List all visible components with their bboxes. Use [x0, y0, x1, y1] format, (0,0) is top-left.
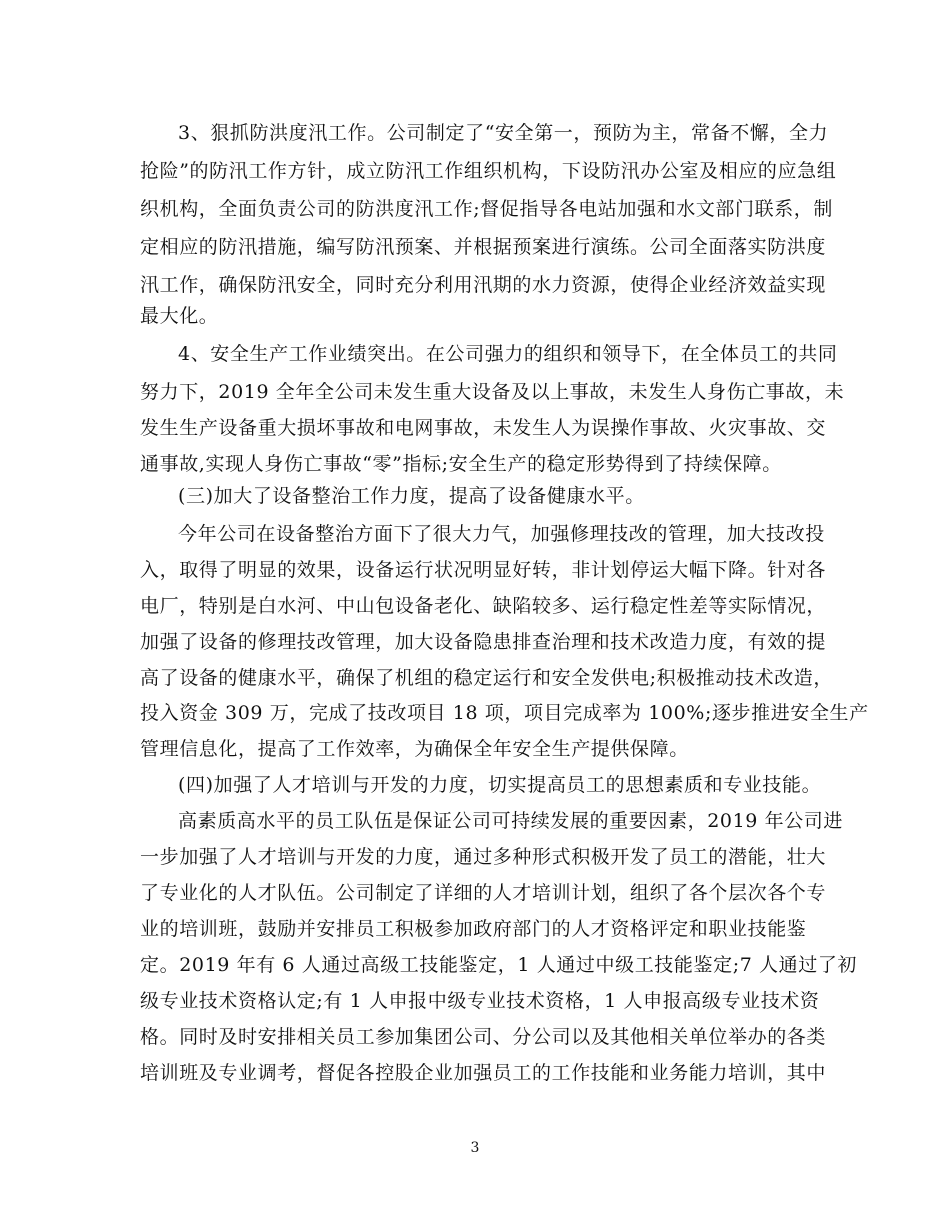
text-line: 发生生产设备重大损坏事故和电网事故，未发生人为误操作事故、火灾事故、交	[140, 417, 827, 439]
text-line: 汛工作，确保防汛安全，同时充分利用汛期的水力资源，使得企业经济效益实现	[140, 274, 827, 296]
page-number: 3	[470, 1140, 480, 1156]
text-line: 业的培训班，鼓励并安排员工积极参加政府部门的人才资格评定和职业技能鉴	[140, 918, 807, 940]
text-line: 一步加强了人才培训与开发的力度，通过多种形式积极开发了员工的潜能，壮大	[140, 846, 827, 868]
text-line: 通事故,实现人身伤亡事故“零”指标;安全生产的稳定形势得到了持续保障。	[140, 453, 782, 475]
text-line: 定。2019 年有 6 人通过高级工技能鉴定，1 人通过中级工技能鉴定;7 人通过了初	[140, 954, 858, 976]
text-line: 了专业化的人才队伍。公司制定了详细的人才培训计划，组织了各个层次各个专	[140, 882, 827, 904]
text-line: 级专业技术资格认定;有 1 人申报中级专业技术资格，1 人申报高级专业技术资	[140, 990, 820, 1012]
section-heading: (四)加强了人才培训与开发的力度，切实提高员工的思想素质和专业技能。	[178, 774, 822, 796]
text-line: 最大化。	[140, 305, 219, 327]
text-line: 培训班及专业调考，督促各控股企业加强员工的工作技能和业务能力培训，其中	[140, 1062, 827, 1084]
text-line: 4、安全生产工作业绩突出。在公司强力的组织和领导下，在全体员工的共同	[178, 343, 838, 365]
text-line: 努力下，2019 全年全公司未发生重大设备及以上事故，未发生人身伤亡事故，未	[140, 381, 845, 403]
text-line: 格。同时及时安排相关员工参加集团公司、分公司以及其他相关单位举办的各类	[140, 1026, 827, 1048]
text-line: 加强了设备的修理技改管理，加大设备隐患排查治理和技术改造力度，有效的提	[140, 631, 827, 653]
text-line: 3、狠抓防洪度汛工作。公司制定了“安全第一，预防为主，常备不懈，全力	[178, 122, 829, 144]
text-line: 入，取得了明显的效果，设备运行状况明显好转，非计划停运大幅下降。针对各	[140, 559, 827, 581]
text-line: 高素质高水平的员工队伍是保证公司可持续发展的重要因素，2019 年公司进	[178, 810, 843, 832]
text-line: 织机构，全面负责公司的防洪度汛工作;督促指导各电站加强和水文部门联系，制	[140, 198, 834, 220]
text-line: 投入资金 309 万，完成了技改项目 18 项，项目完成率为 100%;逐步推进安全生产	[140, 702, 869, 724]
text-line: 今年公司在设备整治方面下了很大力气，加强修理技改的管理，加大技改投	[178, 523, 825, 545]
text-line: 管理信息化，提高了工作效率，为确保全年安全生产提供保障。	[140, 738, 689, 760]
text-line: 高了设备的健康水平，确保了机组的稳定运行和安全发供电;积极推动技术改造，	[140, 667, 834, 689]
text-line: 定相应的防汛措施，编写防汛预案、并根据预案进行演练。公司全面落实防洪度	[140, 236, 827, 258]
section-heading: (三)加大了设备整治工作力度，提高了设备健康水平。	[178, 485, 645, 507]
text-line: 抢险”的防汛工作方针，成立防汛工作组织机构，下设防汛办公室及相应的应急组	[140, 160, 837, 182]
text-line: 电厂，特别是白水河、中山包设备老化、缺陷较多、运行稳定性差等实际情况，	[140, 595, 827, 617]
